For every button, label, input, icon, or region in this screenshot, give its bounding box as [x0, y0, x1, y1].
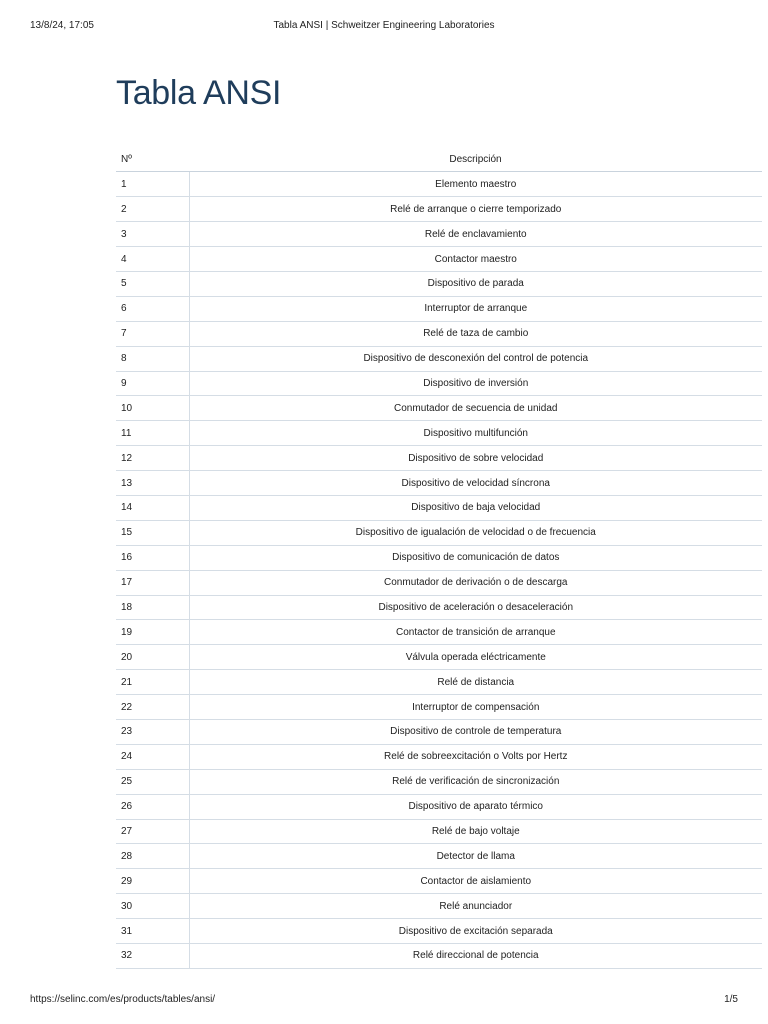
print-header [30, 20, 738, 34]
table-row [116, 296, 762, 321]
page-title: Tabla ANSI [116, 74, 282, 112]
table-row [116, 446, 762, 471]
print-footer [30, 994, 738, 1008]
row-number: 25 [116, 769, 189, 794]
table-row [116, 744, 762, 769]
row-description: Interruptor de arranque [189, 296, 762, 321]
table-row [116, 670, 762, 695]
table-row [116, 894, 762, 919]
row-description: Elemento maestro [189, 172, 762, 197]
table-row [116, 271, 762, 296]
row-number: 16 [116, 545, 189, 570]
row-number: 19 [116, 620, 189, 645]
row-description: Relé direccional de potencia [189, 944, 762, 969]
row-number: 9 [116, 371, 189, 396]
row-number: 2 [116, 197, 189, 222]
row-number: 18 [116, 595, 189, 620]
row-description: Relé anunciador [189, 894, 762, 919]
row-description: Dispositivo de aceleración o desaceleración [189, 595, 762, 620]
row-description: Relé de distancia [189, 670, 762, 695]
print-document-title: Tabla ANSI | Schweitzer Engineering Laboratories [273, 20, 495, 31]
row-number: 21 [116, 670, 189, 695]
row-description: Dispositivo de controle de temperatura [189, 719, 762, 744]
row-number: 7 [116, 321, 189, 346]
row-number: 27 [116, 819, 189, 844]
row-description: Válvula operada eléctricamente [189, 645, 762, 670]
row-number: 3 [116, 222, 189, 247]
table-row [116, 346, 762, 371]
row-number: 29 [116, 869, 189, 894]
row-description: Relé de enclavamiento [189, 222, 762, 247]
row-number: 1 [116, 172, 189, 197]
row-number: 5 [116, 271, 189, 296]
row-description: Interruptor de compensación [189, 695, 762, 720]
row-description: Detector de llama [189, 844, 762, 869]
row-number: 12 [116, 446, 189, 471]
row-description: Dispositivo de desconexión del control de potencia [189, 346, 762, 371]
table-row [116, 321, 762, 346]
row-description: Relé de verificación de sincronización [189, 769, 762, 794]
table-row [116, 844, 762, 869]
table-header-row [116, 147, 762, 172]
table-row [116, 545, 762, 570]
row-number: 8 [116, 346, 189, 371]
print-url: https://selinc.com/es/products/tables/ansi/ [30, 994, 216, 1005]
table-row [116, 222, 762, 247]
row-description: Relé de arranque o cierre temporizado [189, 197, 762, 222]
row-description: Dispositivo de aparato térmico [189, 794, 762, 819]
row-description: Dispositivo de igualación de velocidad o de frecuencia [189, 520, 762, 545]
ansi-table [116, 147, 762, 969]
table-row [116, 570, 762, 595]
row-description: Relé de taza de cambio [189, 321, 762, 346]
header-number: Nº [116, 147, 189, 172]
row-number: 28 [116, 844, 189, 869]
row-number: 15 [116, 520, 189, 545]
row-number: 14 [116, 495, 189, 520]
row-description: Relé de sobreexcitación o Volts por Hertz [189, 744, 762, 769]
table-row [116, 247, 762, 272]
table-row [116, 769, 762, 794]
row-number: 17 [116, 570, 189, 595]
row-description: Dispositivo de parada [189, 271, 762, 296]
row-number: 30 [116, 894, 189, 919]
table-row [116, 595, 762, 620]
row-description: Conmutador de derivación o de descarga [189, 570, 762, 595]
table-row [116, 371, 762, 396]
row-number: 23 [116, 719, 189, 744]
row-description: Contactor maestro [189, 247, 762, 272]
table-row [116, 869, 762, 894]
table-row [116, 620, 762, 645]
row-number: 31 [116, 919, 189, 944]
row-number: 24 [116, 744, 189, 769]
table-body [116, 172, 762, 969]
table-row [116, 520, 762, 545]
table-row [116, 471, 762, 496]
header-description: Descripción [189, 147, 762, 172]
row-number: 20 [116, 645, 189, 670]
row-description: Dispositivo de inversión [189, 371, 762, 396]
row-description: Contactor de transición de arranque [189, 620, 762, 645]
table-row [116, 495, 762, 520]
table-row [116, 197, 762, 222]
row-number: 22 [116, 695, 189, 720]
row-number: 6 [116, 296, 189, 321]
row-description: Conmutador de secuencia de unidad [189, 396, 762, 421]
row-number: 32 [116, 944, 189, 969]
table-row [116, 695, 762, 720]
table-row [116, 645, 762, 670]
row-description: Dispositivo multifunción [189, 421, 762, 446]
table-row [116, 172, 762, 197]
table-row [116, 919, 762, 944]
row-number: 11 [116, 421, 189, 446]
row-number: 4 [116, 247, 189, 272]
print-datetime: 13/8/24, 17:05 [30, 20, 94, 31]
row-description: Dispositivo de excitación separada [189, 919, 762, 944]
table-row [116, 794, 762, 819]
row-description: Dispositivo de comunicación de datos [189, 545, 762, 570]
row-description: Contactor de aislamiento [189, 869, 762, 894]
row-description: Relé de bajo voltaje [189, 819, 762, 844]
table-row [116, 719, 762, 744]
row-number: 13 [116, 471, 189, 496]
table-row [116, 421, 762, 446]
row-description: Dispositivo de baja velocidad [189, 495, 762, 520]
table-row [116, 944, 762, 969]
table-row [116, 819, 762, 844]
row-number: 10 [116, 396, 189, 421]
table-row [116, 396, 762, 421]
row-description: Dispositivo de velocidad síncrona [189, 471, 762, 496]
row-number: 26 [116, 794, 189, 819]
page-indicator: 1/5 [724, 994, 738, 1005]
row-description: Dispositivo de sobre velocidad [189, 446, 762, 471]
